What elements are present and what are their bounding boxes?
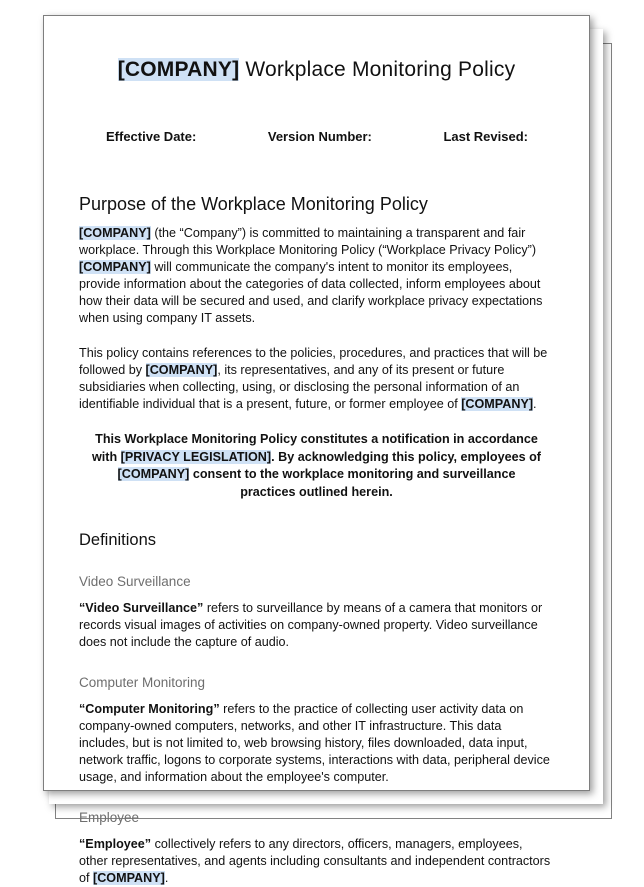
definition-body-employee: “Employee” collectively refers to any directors, officers, managers, employees, other representatives, and agents including consultants and independent contractors of [COMPANY]. [79,837,551,885]
definition-term-employee: Employee [79,810,140,825]
placeholder-token: [COMPANY] [117,467,190,481]
purpose-paragraph-1: [COMPANY] (the “Company”) is committed to maintaining a transparent and fair workplace. Through this Workplace Monitoring Policy (“Workplace Privacy Policy”) [COMPANY] will communicate the company's intent to monitor its employees, provide information about the categories of data collected, inform employees about how their data will be secured and used, and clarify workplace privacy expectations when using company IT assets. [79,226,543,325]
definition-term-computer-monitoring: Computer Monitoring [79,675,206,690]
document-page [43,15,590,885]
notification-paragraph: This Workplace Monitoring Policy constitutes a notification in accordance with [PRIVACY LEGISLATION]. By acknowledging this policy, employees of [COMPANY] consent to the workplace monitoring and surveillance practices outlined herein. [91,432,542,499]
placeholder-token: [COMPANY] [145,363,218,377]
definition-body-video-surveillance: “Video Surveillance” refers to surveillance by means of a camera that monitors or records visual images of activities on company-owned property. Video surveillance does not include the capture of audio. [79,601,543,649]
document-title-text: Workplace Monitoring Policy [239,58,516,81]
page-content [44,16,589,887]
placeholder-token: [COMPANY] [79,260,151,274]
placeholder-token: [COMPANY] [93,871,165,885]
version-number-label: Version Number: [267,129,372,144]
document-meta-row [79,129,554,144]
placeholder-token: [PRIVACY LEGISLATION] [120,449,272,464]
effective-date-label: Effective Date: [106,129,197,144]
document-title [79,57,554,83]
last-revised-label: Last Revised: [443,129,528,144]
placeholder-token: [COMPANY] [79,226,151,240]
definitions-section-heading: Definitions [79,531,157,549]
placeholder-token: [COMPANY] [461,397,534,411]
company-placeholder-token: [COMPANY] [117,58,240,81]
definition-body-computer-monitoring: “Computer Monitoring” refers to the practice of collecting user activity data on company-owned computers, networks, and other IT infrastructure. This data includes, but is not limited to, web browsing history, files downloaded, data input, network traffic, logons to corporate systems, interactions with data, peripheral device usage, and information about the employee's computer. [79,702,550,784]
definition-term-video-surveillance: Video Surveillance [79,574,191,589]
purpose-section-heading: Purpose of the Workplace Monitoring Policy [79,194,428,214]
purpose-paragraph-2: This policy contains references to the policies, procedures, and practices that will be followed by [COMPANY], its representatives, and any of its present or future subsidiaries when collecting, using, or disclosing the personal information of an identifiable individual that is a present, future, or former employee of [COMPANY]. [79,346,548,411]
